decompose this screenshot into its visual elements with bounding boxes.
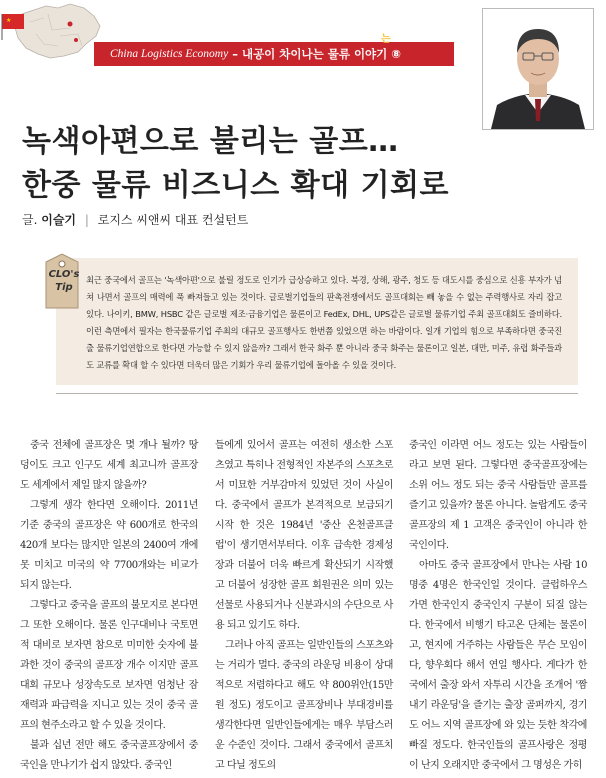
author-name: 이슬기	[41, 213, 77, 227]
body-paragraph: 중국인 이라면 어느 정도는 있는 사람들이라고 보면 된다. 그렇다면 중국골프장에는 소위 어느 정도 되는 중국 사람들만 골프를 즐기고 있을까? 물론 아니다. 놀랍게도 중국 골프장의 제 1 고객은 중국인이 아니라 한국인이다.	[409, 440, 587, 551]
body-paragraph: 불과 십년 전만 해도 중국골프장에서 중국인을 만나기가 쉽지 않았다. 중국인	[20, 740, 198, 771]
headline-line-2: 한중 물류 비즈니스 확대 기회로	[22, 168, 450, 203]
series-title-en: China Logistics Economy	[110, 48, 229, 60]
body-paragraph: 아마도 중국 골프장에서 만나는 사람 10명중 4명은 한국인일 것이다. 클럽하우스 가면 한국인지 중국인지 구분이 되질 않는다. 한국에서 비행기 타고온 단체는 물론이고, 현지에 거주하는 사람들은 무슨 모임이다, 향우회다 해서 연일 행사다. 게다가 한국에서 출장 와서 자투리 시간을 조개어 '짬내기 라운딩'을 즐기는 출장 골퍼까지, 경기도 어느 지역 골프장에 와 있는 듯한 착각에 빠질 정도다. 한국인들의 골프사랑은 정평이 난지 오래지만 중국에서 그 명성은 가히	[409, 560, 587, 771]
byline-separator: |	[84, 213, 89, 227]
byline-prefix: 글.	[22, 213, 38, 227]
body-paragraph: 그렇게 생각 한다면 오해이다. 2011년 기준 중국의 골프장은 약 600개로 한국의 420개 보다는 많지만 일본의 2400여 개에 못 미치고 미국의 약 7700개와는 비교가 되지 않는다.	[20, 500, 198, 591]
clo-tip-box	[56, 258, 578, 385]
body-column-2	[215, 436, 393, 776]
svg-text:★: ★	[6, 17, 12, 24]
series-title-kr: – 내공이 차이나는 물류 이야기 ⑧	[232, 47, 402, 61]
byline	[22, 211, 248, 228]
author-portrait-icon	[483, 9, 593, 129]
clo-tip-text: 최근 중국에서 골프는 '녹색아편'으로 불릴 정도로 인기가 급상승하고 있다. 북경, 상해, 광주, 청도 등 대도시를 중심으로 신흥 부자가 넘쳐 나면서 골프의 매력에 푹 빠져들고 있는 것이다. 글로벌기업들의 판촉전쟁에서도 골프대회는 빼 놓을 수 없는 주력행사로 자리 잡고 있다. 나이키, BMW, HSBC 같은 글로벌 제조·금융기업은 물론이고 FedEx, DHL, UPS같은 글로벌 물류기업 주최 골프대회도 즐비하다. 이런 측면에서 필자는 한국물류기업 주최의 대규모 골프행사도 한번쯤 있었으면 하는 바람이다. 일개 기업의 힘으로 부족하다면 중국진출 물류기업연합으로 한다면 가능할 수 있지 않을까? 그래서 한국 화주 뿐 아니라 중국 화주는 물론이고 일본, 대만, 미주, 유럽 화주들과도 교류를 확대 할 수 있다면 더욱더 많은 기회가 우리 물류기업에 돌아올 수 있을 것이다.	[86, 275, 562, 370]
series-title-accent: 는	[381, 34, 391, 45]
shanghai-marker-icon	[74, 38, 78, 42]
body-column-1	[20, 436, 198, 776]
article-headline	[22, 120, 449, 208]
author-role: 로지스 씨앤씨 대표 컨설턴트	[97, 213, 249, 227]
series-banner	[94, 34, 454, 66]
body-column-3	[409, 436, 587, 776]
headline-line-1: 녹색아편으로 불리는 골프…	[22, 124, 399, 159]
body-paragraph: 그러나 아직 골프는 일반인들의 스포츠와는 거리가 멀다. 중국의 라운딩 비용이 상대적으로 저렴하다고 해도 약 800위안(15만원 정도) 정도이고 골프장비나 부대경비를 생각한다면 일반인들에게는 매우 부담스러운 수준인 것이다. 그래서 중국에서 골프치고 다닐 정도의	[215, 640, 393, 771]
body-paragraph: 중국 전체에 골프장은 몇 개나 될까? 땅덩이도 크고 인구도 세계 최고니까 골프장도 세계에서 제일 많지 않을까?	[20, 440, 198, 491]
beijing-marker-icon	[68, 22, 73, 27]
author-photo	[482, 8, 594, 130]
body-paragraph: 그렇다고 중국을 골프의 불모지로 본다면 그 또한 오해이다. 물론 인구대비나 국토면적 대비로 보자면 참으로 미미한 숫자에 불과한 것이 중국의 골프장 개수 이지만 골프대회 규모나 성장속도로 보자면 엄청난 잠재력과 파급력을 지니고 있는 것이 중국 골프의 현주소라고 할 수 있을 것이다.	[20, 600, 198, 731]
clo-tip-label: CLO's Tip	[48, 269, 80, 293]
body-paragraph: 들에게 있어서 골프는 여전히 생소한 스포츠였고 특히나 전형적인 자본주의 스포츠로서 미묘한 거부감마저 있었던 것이 사실이다. 중국에서 골프가 본격적으로 보급되기 시작 한 것은 1984년 '중산 온천골프클럽'이 생기면서부터다. 이후 급속한 경제성장과 더불어 더욱 빠르게 확산되기 시작했고 더불어 성장한 골프 회원권은 의미 있는 선물로 사용되거나 신분과시의 수단으로 사용 되고 있기도 하다.	[215, 440, 393, 631]
divider	[56, 393, 578, 394]
